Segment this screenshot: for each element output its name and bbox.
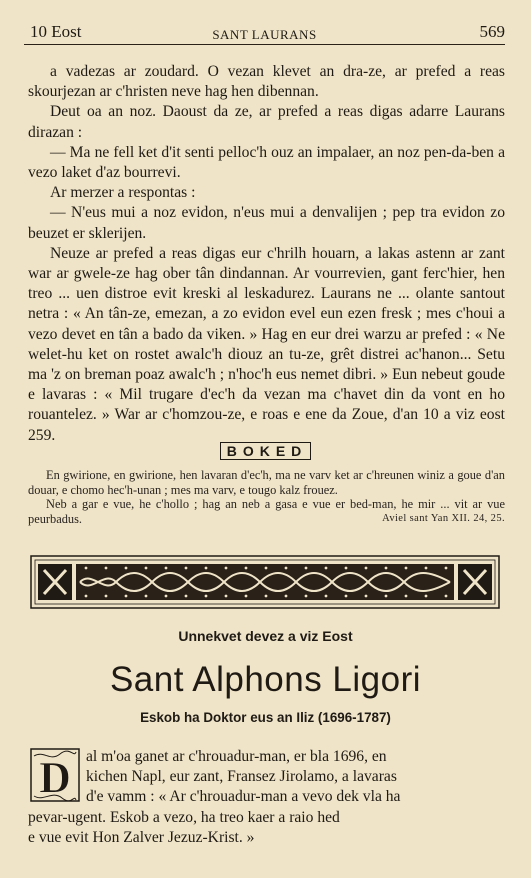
decorative-band-icon: [30, 555, 500, 609]
bio-line: pevar-ugent. Eskob a vezo, ha treo kaer a raio hed: [28, 808, 340, 826]
paragraph: — N'eus mui a noz evidon, n'eus mui a denvalijen ; pep tra evidon zo beuzet er sklerijen.: [28, 204, 505, 242]
verse-line: [28, 497, 505, 526]
verse-reference: Aviel sant Yan XII. 24, 25.: [382, 512, 505, 524]
martyrdom-text: [28, 62, 505, 446]
page-number: 569: [479, 22, 505, 41]
bio-line: kichen Napl, eur zant, Fransez Jirolamo, a lavaras: [86, 768, 397, 786]
verse-text: Neb a gar e vue, he c'hollo ; hag an neb a gasa e vue er bed-man, he mir ... vit ar vue peurbadus.: [28, 497, 505, 526]
header-title: SANT LAURANS: [212, 27, 317, 42]
paragraph: Neuze ar prefed a reas digas eur c'hrilh houarn, a lakas astenn ar zant war ar gwele-ze hag ober tân dindannan. Ar vourrevien, gant ferc'hier, hen treo ... uen distroe evit kreski al leskadurez. Laurans ne ... olante santout netra : « An tân-ze, emezan, a zo evidon evel eun ezen fresk ; mes c'houi a vezo devet en tân a bado da viken. » Hag en eur drei warzu ar prefed : « Ne welet-hu ket on rostet awalc'h diouz an tu-ze, grêt distrei ac'hanon... Setu ma 'z on breman poaz awalc'h ; n'hoc'h eus nemet dibri. » Eun nebeut goude e lavaras : « Mil trugare d'ec'h da vezan ma c'havet din da vont en ho rouantelez. » War ar c'homzou-ze, e roas e ene da Zoue, d'an 10 a viz eost 259.: [28, 244, 505, 444]
saint-title: Sant Alphons Ligori: [109, 660, 422, 699]
bio-line: al m'oa ganet ar c'hrouadur-man, er bla 1696, en: [86, 748, 387, 765]
bio-line: e vue evit Hon Zalver Jezuz-Krist. »: [28, 828, 255, 846]
boked-title: BOKED: [220, 442, 312, 460]
paragraph: Deut oa an noz. Daoust da ze, ar prefed a reas digas adarre Laurans dirazan :: [28, 103, 505, 141]
header-date: 10 Eost: [30, 22, 82, 41]
verse-line: En gwirione, en gwirione, hen lavaran d'ec'h, ma ne varv ket ar c'hreunen winiz a goue d'an douar, e chomo hec'h-unan ; mes ma varv, e tougo kalz frouez.: [28, 468, 505, 497]
running-header: [24, 18, 505, 45]
bio-line: d'e vamm : « Ar c'hrouadur-man a vevo dek vla ha: [86, 788, 401, 806]
paragraph: a vadezas ar zoudard. O vezan klevet an dra-ze, ar prefed a reas skourjezan ar c'hristen neve hag hen dibennan.: [28, 63, 505, 101]
paragraph: — Ma ne fell ket d'it senti pelloc'h ouz an impalaer, an noz pen-da-ben a vezo laket d'az bourrevi.: [28, 143, 505, 182]
day-heading: Unnekvet devez a viz Eost: [178, 628, 353, 644]
dropcap-letter: D: [39, 753, 71, 802]
gospel-verse: [28, 468, 505, 526]
saint-subtitle: Eskob ha Doktor eus an Iliz (1696-1787): [140, 710, 391, 725]
paragraph: Ar merzer a respontas :: [50, 184, 196, 202]
saint-biography: [28, 747, 505, 848]
boked-heading: [0, 442, 531, 460]
